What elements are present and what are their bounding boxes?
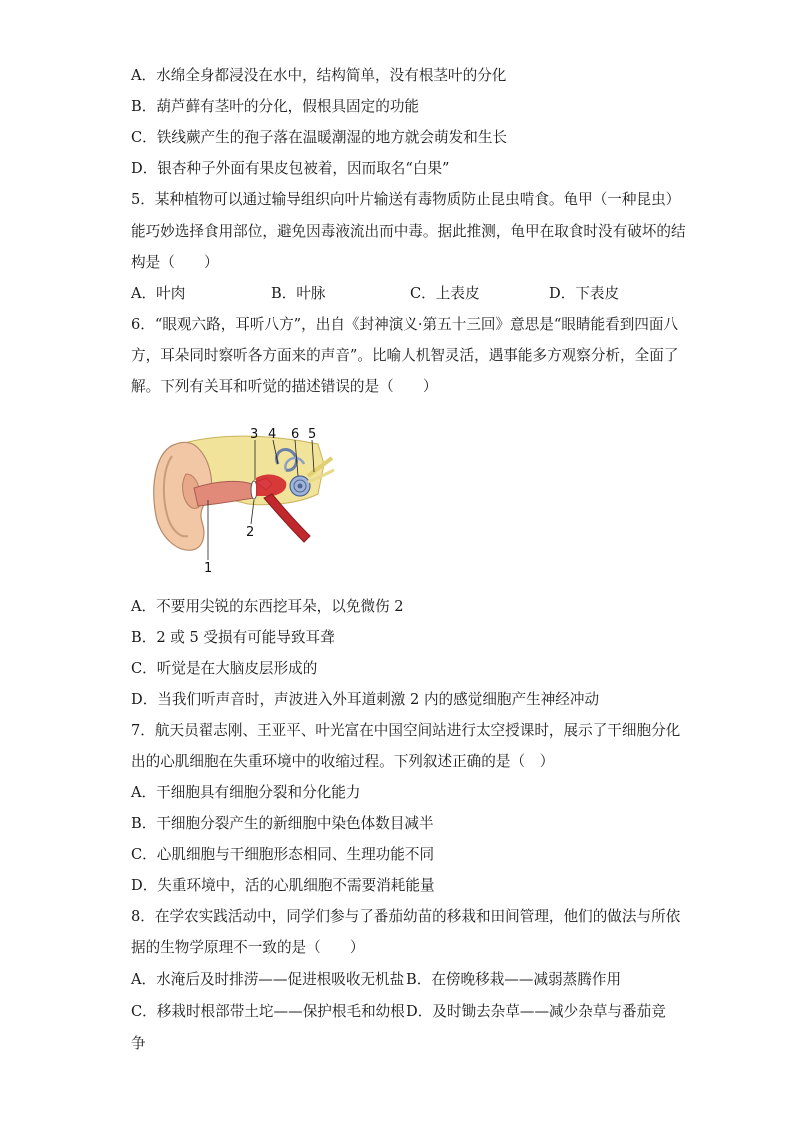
- ear-diagram: [148, 424, 338, 574]
- q8-stem-line-1: 8．在学农实践活动中，同学们参与了番茄幼苗的移栽和田间管理，他们的做法与所依: [131, 908, 681, 925]
- label-2: 2: [246, 525, 255, 540]
- q5-stem-line-1: 5．某种植物可以通过输导组织向叶片输送有毒物质防止昆虫啃食。龟甲（一种昆虫）: [131, 191, 681, 208]
- q4-option-b: B．葫芦藓有茎叶的分化，假根具固定的功能: [131, 98, 420, 115]
- label-5: 5: [308, 427, 317, 442]
- q5-option-a: A．叶肉: [131, 285, 186, 302]
- q6-option-d: D．当我们听声音时，声波进入外耳道刺激 2 内的感觉细胞产生神经冲动: [131, 691, 600, 708]
- q5-stem-line-2: 能巧妙选择食用部位，避免因毒液流出而中毒。据此推测，龟甲在取食时没有破坏的结: [131, 223, 686, 240]
- q6-stem-line-3: 解。下列有关耳和听觉的描述错误的是（ ）: [131, 378, 438, 395]
- label-4: 4: [268, 427, 277, 442]
- q5-option-b: B．叶脉: [271, 285, 326, 302]
- label-6: 6: [291, 427, 300, 442]
- q4-option-a: A．水绵全身都浸没在水中，结构简单，没有根茎叶的分化: [131, 67, 507, 84]
- q5-option-c: C．上表皮: [410, 285, 480, 302]
- label-1: 1: [204, 561, 213, 574]
- q8-stem-line-2: 据的生物学原理不一致的是（ ）: [131, 939, 365, 956]
- q8-option-d: D．及时锄去杂草——减少杂草与番茄竞: [406, 1003, 666, 1020]
- q8-option-c: C．移栽时根部带土坨——保护根毛和幼根: [131, 1003, 405, 1020]
- q8-option-b: B．在傍晚移栽——减弱蒸腾作用: [406, 971, 622, 988]
- q6-option-a: A．不要用尖锐的东西挖耳朵，以免微伤 2: [131, 598, 404, 615]
- q7-option-d: D．失重环境中，活的心肌细胞不需要消耗能量: [131, 877, 435, 894]
- q7-option-c: C．心肌细胞与干细胞形态相同、生理功能不同: [131, 846, 435, 863]
- q4-option-c: C．铁线蕨产生的孢子落在温暖潮湿的地方就会萌发和生长: [131, 129, 508, 146]
- q6-option-c: C．听觉是在大脑皮层形成的: [131, 660, 318, 677]
- ear-diagram-svg: [148, 424, 338, 574]
- q5-stem-line-3: 构是（ ）: [131, 254, 219, 271]
- q6-option-b: B．2 或 5 受损有可能导致耳聋: [131, 629, 335, 646]
- q7-stem-line-2: 出的心肌细胞在失重环境中的收缩过程。下列叙述正确的是（ ）: [131, 753, 555, 770]
- label-3: 3: [250, 427, 259, 442]
- q8-option-a: A．水淹后及时排涝——促进根吸收无机盐: [131, 971, 405, 988]
- q7-option-b: B．干细胞分裂产生的新细胞中染色体数目减半: [131, 815, 434, 832]
- q4-option-d: D．银杏种子外面有果皮包被着，因而取名“白果”: [131, 160, 450, 177]
- q5-option-d: D．下表皮: [549, 285, 620, 302]
- q6-stem-line-1: 6．“眼观六路，耳听八方”，出自《封神演义·第五十三回》意思是“眼睛能看到四面八: [131, 316, 679, 333]
- q8-option-d-continued: 争: [131, 1035, 146, 1052]
- q6-stem-line-2: 方，耳朵同时察听各方面来的声音”。比喻人机智灵活，遇事能多方观察分析，全面了: [131, 347, 679, 364]
- q7-stem-line-1: 7．航天员翟志刚、王亚平、叶光富在中国空间站进行太空授课时，展示了干细胞分化: [131, 722, 681, 739]
- q7-option-a: A．干细胞具有细胞分裂和分化能力: [131, 784, 361, 801]
